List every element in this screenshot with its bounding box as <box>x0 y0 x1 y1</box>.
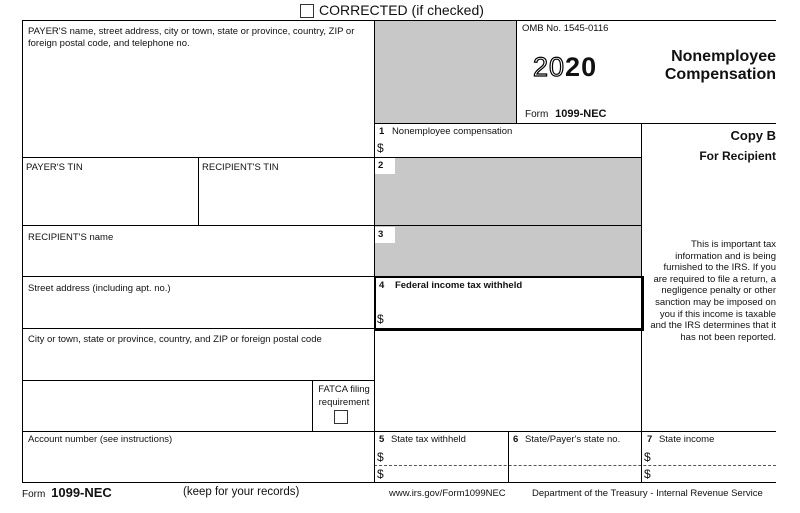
fatca-label-line1: FATCA filing <box>318 384 370 395</box>
tax-year <box>533 52 597 83</box>
box-2-field[interactable] <box>374 157 641 225</box>
footer-keep-note: (keep for your records) <box>183 486 300 498</box>
corrected-checkbox[interactable] <box>300 4 314 18</box>
fatca-checkbox[interactable] <box>334 410 348 424</box>
recipient-name-label: RECIPIENT'S name <box>28 232 114 243</box>
box-6-text: State/Payer's state no. <box>524 434 621 445</box>
state-divider-line <box>374 465 776 466</box>
recipient-tin-label: RECIPIENT'S TIN <box>202 162 279 173</box>
box-5-number: 5 <box>379 434 385 445</box>
box-7-label <box>647 434 714 445</box>
box-3-field[interactable] <box>374 226 641 276</box>
copy-subtitle: For Recipient <box>699 149 776 163</box>
box-7-dollar-2: $ <box>644 467 651 481</box>
footer-department: Department of the Treasury - Internal Revenue Service <box>532 488 763 499</box>
form-title-line2: Compensation <box>664 66 776 83</box>
corrected-label: CORRECTED (if checked) <box>319 2 484 18</box>
form-name: 1099-NEC <box>555 108 607 120</box>
box-4-number: 4 <box>379 280 385 291</box>
box-4-text: Federal income tax withheld <box>394 280 523 291</box>
footer-url: www.irs.gov/Form1099NEC <box>389 488 506 499</box>
account-number-label: Account number (see instructions) <box>28 434 173 445</box>
box-1-number: 1 <box>379 126 385 137</box>
form-title <box>665 48 776 84</box>
box-7-text: State income <box>658 434 715 445</box>
payer-tin-label: PAYER'S TIN <box>26 162 83 173</box>
tax-year-prefix: 20 <box>533 52 566 82</box>
payer-name-field[interactable] <box>23 21 373 157</box>
form-prefix: Form <box>525 109 549 120</box>
box-7-dollar-1: $ <box>644 450 651 464</box>
box-7-number: 7 <box>647 434 653 445</box>
form-title-line1: Nonemployee <box>671 48 776 65</box>
copy-notice: This is important tax information and is being furnished to the IRS. If you are required to file a return, a negligence penalty or other sanction may be imposed on you if this income is taxable and the IRS determines that it has not been reported. <box>650 239 776 343</box>
box-5-dollar-2: $ <box>377 467 384 481</box>
footer-form-name: 1099-NEC <box>51 485 112 500</box>
box-6-label <box>513 434 620 445</box>
form-id <box>525 108 606 120</box>
footer-form-id <box>22 485 112 500</box>
box-3-number: 3 <box>375 227 395 243</box>
box-1-text: Nonemployee compensation <box>391 126 513 137</box>
box-2-number: 2 <box>375 158 395 174</box>
fatca-label-line2: requirement <box>318 397 370 408</box>
box-5-text: State tax withheld <box>390 434 466 445</box>
street-address-label: Street address (including apt. no.) <box>28 283 171 294</box>
omb-number: OMB No. 1545-0116 <box>522 23 609 34</box>
box-1-label <box>379 126 512 137</box>
box-4-dollar: $ <box>377 312 384 326</box>
city-label: City or town, state or province, country, and ZIP or foreign postal code <box>28 334 322 345</box>
copy-title: Copy B <box>730 128 776 143</box>
footer-form-prefix: Form <box>22 489 46 500</box>
box-5-label <box>379 434 466 445</box>
box-6-number: 6 <box>513 434 519 445</box>
box-5-dollar-1: $ <box>377 450 384 464</box>
box-1-dollar: $ <box>377 141 384 155</box>
tax-year-suffix: 20 <box>565 52 598 82</box>
fatca-label <box>314 383 374 409</box>
box-4-label <box>379 280 522 291</box>
shaded-payer-area <box>374 21 516 123</box>
payer-name-label: PAYER'S name, street address, city or town, state or province, country, ZIP or foreign postal code, and telephone no. <box>28 26 355 49</box>
